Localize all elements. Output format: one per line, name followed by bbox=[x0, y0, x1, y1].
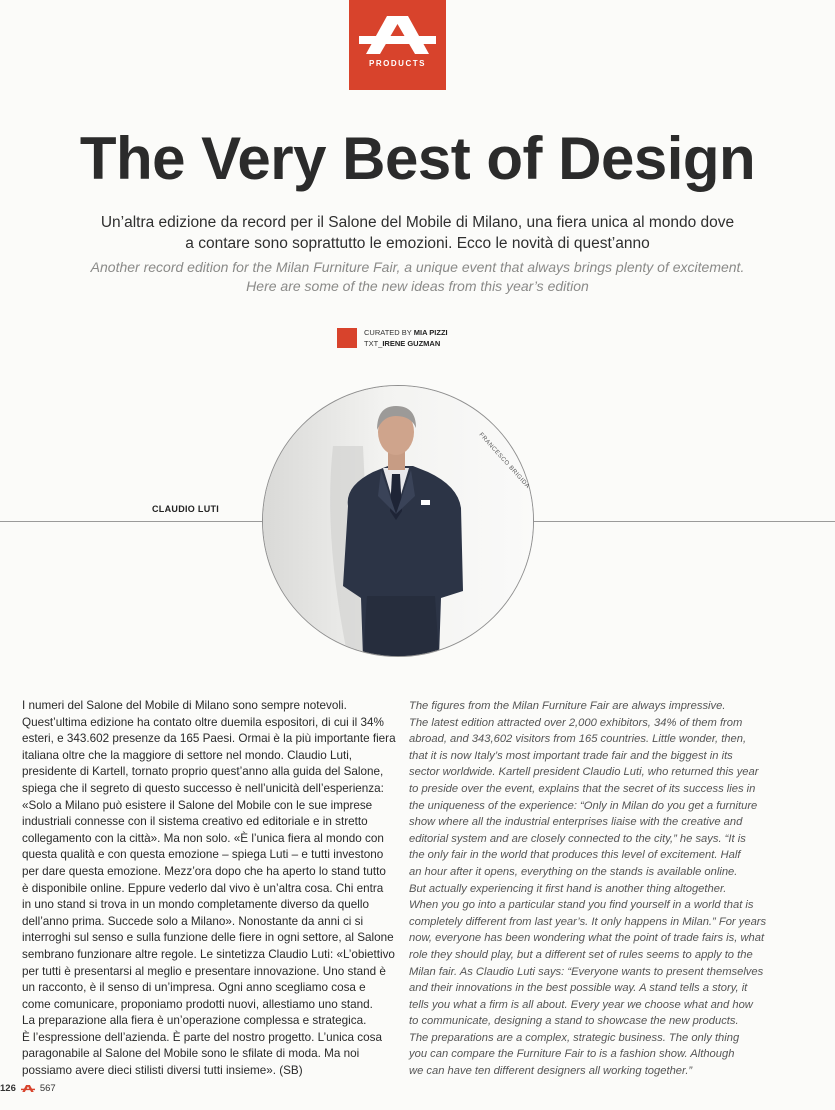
body-line: role they should play, but a different set of rules seems to apply to the bbox=[409, 948, 753, 961]
body-line: come comunicare, proponiamo prodotti nuovi, allestiamo uno stand. bbox=[22, 997, 373, 1011]
credits bbox=[364, 327, 448, 349]
body-line: you can compare the Furniture Fair to is a fashion show. Although bbox=[409, 1048, 735, 1061]
curator-line: CURATED BY MIA PIZZI bbox=[364, 328, 448, 337]
page-footer bbox=[0, 1083, 56, 1094]
body-line: spiega che il segreto di questo successo è nell’unicità dell’esperienza: bbox=[22, 781, 384, 795]
page-number: 126 bbox=[0, 1083, 16, 1094]
body-line: completely different from last year’s. It only happens in Milan.” For years bbox=[409, 915, 767, 928]
body-line: per dare questa emozione. Mezz’ora dopo che ha aperto lo stand tutto bbox=[22, 864, 386, 878]
body-line: italiana oltre che la maggiore di settore nel mondo. Claudio Luti, bbox=[22, 748, 353, 762]
body-line: The figures from the Milan Furniture Fair are always impressive. bbox=[409, 700, 726, 712]
body-line: editorial system and are closely connected to the city,” he says. “It is bbox=[409, 832, 746, 845]
body-line: interroghi sul senso e sulla funzione delle fiere in ogni settore, al Salone bbox=[22, 931, 394, 945]
body-line: and their innovations in the best possible way. A stand tells a story, it bbox=[409, 982, 748, 995]
body-line: tells you what a firm is all about. Every year we choose what and how bbox=[409, 998, 753, 1011]
body-line: sembrano funzionare altre regole. Le sintetizza Claudio Luti: «L’obiettivo bbox=[22, 947, 395, 961]
body-line: Milan fair. As Claudio Luti says: “Everyone wants to present themselves bbox=[409, 965, 764, 978]
body-line: The preparations are a complex, strategic business. The only thing bbox=[409, 1031, 740, 1044]
photo-caption: CLAUDIO LUTI bbox=[152, 504, 220, 514]
a-logo-icon bbox=[21, 1084, 35, 1093]
body-line: abroad, and 343,602 visitors from 165 countries. Little wonder, then, bbox=[409, 733, 747, 746]
body-line: The latest edition attracted over 2,000 exhibitors, 34% of them from bbox=[409, 716, 743, 729]
portrait-illustration bbox=[263, 386, 534, 657]
body-line: the only fair in the world that produces this level of excitement. Half bbox=[409, 849, 741, 862]
body-line: È l’espressione dell’azienda. È parte del nostro progetto. L’unica cosa bbox=[22, 1030, 382, 1044]
section-logo bbox=[349, 0, 446, 90]
body-line: But actually experiencing it first hand is another thing altogether. bbox=[409, 882, 727, 895]
body-line: paragonabile al Salone del Mobile sono le sfilate di moda. Ma noi bbox=[22, 1047, 360, 1061]
body-line: per tutti è presentarsi al meglio e presentare innovazione. Uno stand è bbox=[22, 964, 386, 978]
body-line: When you go into a particular stand you find yourself in a world that is bbox=[409, 899, 754, 912]
body-line: sector worldwide. Kartell president Claudio Luti, who returned this year bbox=[409, 766, 759, 779]
body-line: un racconto, è il senso di un’impresa. Ogni anno scegliamo cosa e bbox=[22, 981, 366, 995]
body-line: now, everyone has been wondering what the point of trade fairs is, what bbox=[409, 932, 765, 945]
body-line: questa qualità e con questa emozione – spiega Luti – e tutti investono bbox=[22, 848, 384, 862]
body-line: Quest’ultima edizione ha contato oltre duemila espositori, di cui il 34% bbox=[22, 715, 384, 729]
divider-left bbox=[0, 521, 262, 522]
body-italian bbox=[22, 698, 394, 1080]
body-line: we can have ten different designers all working together.” bbox=[409, 1065, 693, 1078]
body-line: collegamento con la città». Ma non solo. «È l’unica fiera al mondo con bbox=[22, 831, 384, 845]
divider-right bbox=[534, 521, 835, 522]
body-line: the uniqueness of the experience: “Only in Milan do you get a furniture bbox=[409, 799, 758, 812]
body-line: to communicate, designing a stand to showcase the new products. bbox=[409, 1015, 739, 1028]
credit-color-swatch bbox=[337, 328, 357, 348]
body-line: an hour after it opens, everything on the stands is available online. bbox=[409, 865, 738, 878]
body-line: to preside over the event, explains that the secret of its success lies in bbox=[409, 782, 756, 795]
a-logo-icon bbox=[359, 14, 436, 56]
body-line: industriali connesse con il sistema creativo ed editoriale e in stretto bbox=[22, 815, 368, 829]
portrait-photo bbox=[262, 385, 534, 657]
headline: The Very Best of Design bbox=[79, 125, 756, 192]
photo-credit: FRANCESCO BRIGIDA bbox=[477, 432, 531, 490]
body-line: that it is now Italy’s most important trade fair and the biggest in its bbox=[409, 749, 733, 762]
body-line: esteri, e 343.602 presenze da 165 Paesi. Ormai è la più importante fiera bbox=[22, 732, 396, 746]
body-line: La preparazione alla fiera è un’operazione complessa e strategica. bbox=[22, 1014, 367, 1028]
body-line: show where all the industrial enterprises liaise with the creative and bbox=[409, 816, 743, 829]
subtitle-english: Another record edition for the Milan Furniture Fair, a unique event that always brings plenty of excitement. Here are some of the new ideas from this year’s edition bbox=[90, 259, 745, 294]
writer-line: TXT_IRENE GUZMAN bbox=[364, 339, 441, 348]
body-line: possiamo avere dieci stilisti diversi tutti insieme». (SB) bbox=[22, 1064, 303, 1078]
issue-number: 567 bbox=[39, 1083, 56, 1094]
section-label: PRODUCTS bbox=[369, 59, 426, 68]
body-line: in uno stand si trova in un mondo completamente diverso da quello bbox=[22, 898, 369, 912]
body-line: «Solo a Milano può esistere il Salone del Mobile con le sue imprese bbox=[22, 798, 373, 812]
body-line: è disponibile online. Eppure vederlo dal vivo è un’altra cosa. Chi entra bbox=[22, 881, 384, 895]
body-line: dell’anno prima. Succede solo a Milano». Nonostante da anni ci si bbox=[22, 914, 364, 928]
subtitle-italian: Un’altra edizione da record per il Salone del Mobile di Milano, una fiera unica al mondo dove a contare sono soprattutto le emozioni. Ecco le novità di quest’anno bbox=[100, 214, 735, 252]
body-english bbox=[409, 698, 784, 1080]
body-line: I numeri del Salone del Mobile di Milano sono sempre notevoli. bbox=[22, 699, 347, 712]
body-line: presidente di Kartell, tornato proprio quest’anno alla guida del Salone, bbox=[22, 765, 384, 779]
